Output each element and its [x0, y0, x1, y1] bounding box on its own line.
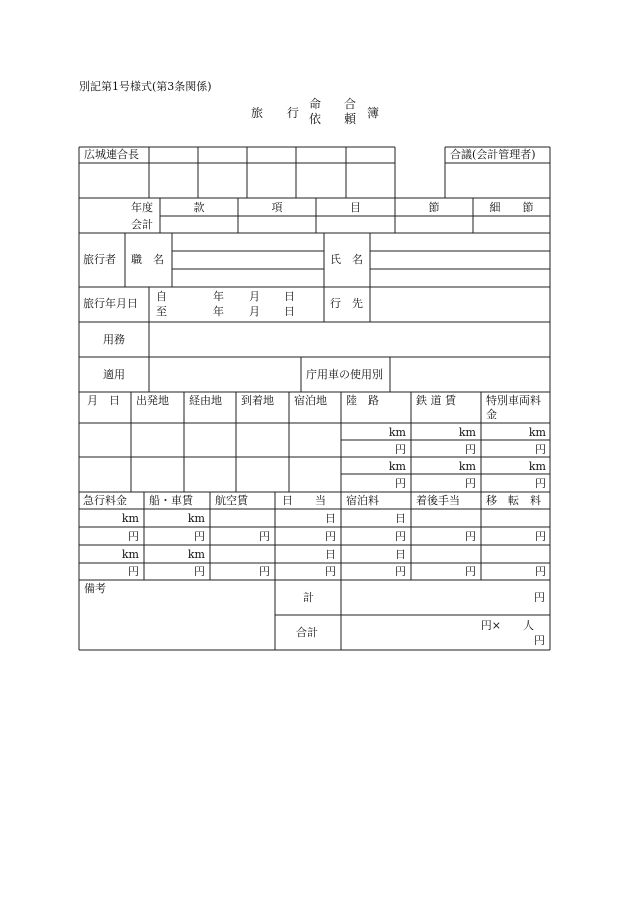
itinerary-header-lodging: 宿泊地 — [294, 394, 327, 407]
subtotal-label: 計 — [303, 591, 314, 604]
application-label: 適用 — [103, 368, 125, 381]
unit-yen: 円 — [535, 565, 546, 578]
from-year-unit: 年 — [213, 290, 224, 303]
unit-km: km — [458, 460, 476, 473]
to-month-unit: 月 — [249, 305, 260, 318]
to-year-unit: 年 — [213, 305, 224, 318]
unit-yen: 円 — [465, 443, 476, 456]
title-request-1: 依 — [309, 112, 322, 126]
unit-yen: 円 — [535, 530, 546, 543]
budget-header-saisetsu: 細 節 — [489, 201, 534, 214]
unit-yen: 円 — [465, 530, 476, 543]
per-person-unit: 円× 人 — [480, 619, 534, 632]
unit-km: km — [121, 548, 139, 561]
total-yen-unit: 円 — [534, 634, 545, 647]
unit-yen: 円 — [259, 530, 270, 543]
unit-day: 日 — [395, 512, 406, 525]
itinerary-header-special-car-2: 金 — [486, 408, 497, 421]
itinerary-header-land: 陸 路 — [346, 394, 379, 407]
from-day-unit: 日 — [284, 290, 295, 303]
total-label: 合計 — [296, 626, 318, 639]
traveler-label: 旅行者 — [83, 253, 116, 266]
unit-km: km — [388, 460, 406, 473]
travel-dates-label: 旅行年月日 — [83, 297, 138, 310]
unit-yen: 円 — [128, 565, 139, 578]
itinerary-header-via: 経由地 — [189, 394, 222, 407]
unit-yen: 円 — [395, 477, 406, 490]
unit-km: km — [388, 426, 406, 439]
title-book: 簿 — [367, 106, 380, 120]
title-order-2: 合 — [344, 97, 357, 111]
date-from-label: 自 — [156, 290, 167, 303]
unit-yen: 円 — [395, 443, 406, 456]
unit-yen: 円 — [194, 565, 205, 578]
unit-km: km — [528, 426, 546, 439]
destination-label: 行 先 — [330, 297, 363, 310]
budget-header-moku: 目 — [350, 201, 361, 214]
budget-header-kou: 項 — [271, 201, 283, 214]
unit-yen: 円 — [535, 477, 546, 490]
fiscal-year-label: 年度 — [131, 201, 153, 214]
itinerary-header-departure: 出発地 — [136, 394, 169, 407]
fee-header-express: 急行料金 — [83, 494, 127, 507]
date-to-label: 至 — [156, 305, 167, 318]
business-label: 用務 — [103, 333, 125, 346]
unit-km: km — [187, 512, 205, 525]
from-month-unit: 月 — [249, 290, 260, 303]
position-label: 職 名 — [131, 253, 164, 266]
chief-label: 広城連合長 — [84, 148, 139, 161]
unit-yen: 円 — [465, 477, 476, 490]
title-travel: 旅 行 — [251, 106, 300, 120]
to-day-unit: 日 — [284, 305, 295, 318]
council-label: 合議(会計管理者) — [450, 148, 536, 161]
fee-header-arrival-allowance: 着後手当 — [416, 494, 460, 507]
budget-header-setsu: 節 — [428, 201, 440, 214]
unit-yen: 円 — [465, 565, 476, 578]
unit-yen: 円 — [395, 565, 406, 578]
title-request-2: 頼 — [344, 112, 357, 126]
fee-header-air: 航空賃 — [215, 494, 248, 507]
title-order-1: 命 — [309, 97, 322, 111]
form-number-label: 別記第1号様式(第3条関係) — [79, 80, 212, 93]
car-use-label: 庁用車の使用別 — [306, 368, 383, 381]
unit-yen: 円 — [325, 530, 336, 543]
unit-day: 日 — [395, 548, 406, 561]
unit-km: km — [121, 512, 139, 525]
unit-day: 日 — [325, 548, 336, 561]
itinerary-header-special-car: 特別車両料 — [486, 394, 541, 407]
unit-km: km — [187, 548, 205, 561]
account-label: 会計 — [131, 218, 153, 231]
fee-header-daily: 日 当 — [282, 494, 326, 507]
fee-header-ship-car: 船・車賃 — [149, 494, 193, 507]
unit-yen: 円 — [194, 530, 205, 543]
unit-yen: 円 — [395, 530, 406, 543]
unit-km: km — [528, 460, 546, 473]
itinerary-header-rail: 鉄 道 賃 — [416, 394, 456, 407]
subtotal-yen-unit: 円 — [534, 591, 545, 604]
itinerary-header-date: 月 日 — [87, 394, 120, 407]
fee-header-relocation: 移 転 料 — [486, 494, 541, 507]
unit-km: km — [458, 426, 476, 439]
unit-yen: 円 — [535, 443, 546, 456]
unit-yen: 円 — [128, 530, 139, 543]
notes-label: 備考 — [84, 582, 106, 595]
fee-header-lodging: 宿泊料 — [346, 494, 379, 507]
budget-header-kan: 款 — [193, 201, 205, 214]
unit-yen: 円 — [259, 565, 270, 578]
name-label: 氏 名 — [330, 253, 363, 266]
unit-yen: 円 — [325, 565, 336, 578]
itinerary-header-arrival: 到着地 — [241, 394, 274, 407]
unit-day: 日 — [325, 512, 336, 525]
